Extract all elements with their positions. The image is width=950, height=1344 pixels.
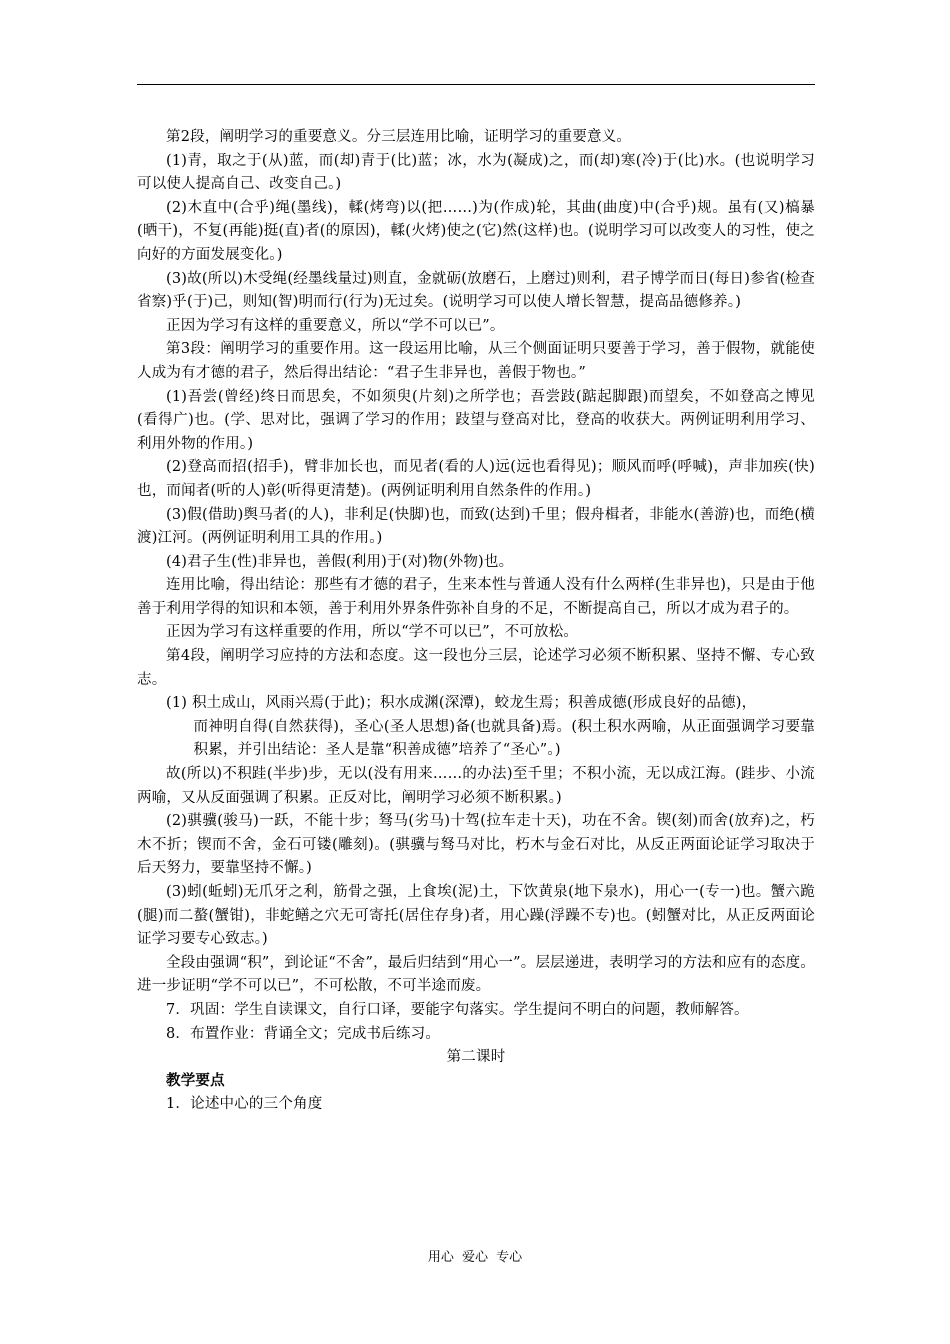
hanging-paragraph [137, 692, 815, 763]
document-body [137, 126, 815, 1117]
paragraph: (4)君子生(性)非异也，善假(利用)于(对)物(外物)也。 [166, 553, 514, 570]
paragraph: (3)假(借助)舆马者(的人)，非利足(快脚)也，而致(达到)千里；假舟楫者，非能水(善游)也，而绝(横渡)江河。(两例证明利用工具的作用。) [137, 506, 815, 547]
paragraph: 全段由强调“积”，到论证“不舍”，最后归结到“用心一”。层层递进，表明学习的方法和应有的态度。进一步证明“学不可以已”，不可松散，不可半途而废。 [137, 954, 815, 995]
paragraph: (2)登高而招(招手)，臂非加长也，而见者(看的人)远(远也看得见)；顺风而呼(呼喊)，声非加疾(快)也，而闻者(听的人)彰(听得更清楚)。(两例证明利用自然条件的作用。) [137, 459, 815, 499]
paragraph: (3)故(所以)木受绳(经墨线量过)则直，金就砺(放磨石，上磨过)则利，君子博学而日(每日)参省(检查省察)乎(于)己，则知(智)明而行(行为)无过矣。(说明学习可以使人增长智慧，提高品德修养。) [137, 270, 815, 311]
paragraph: (3)蚓(蚯蚓)无爪牙之利，筋骨之强，上食埃(泥)土，下饮黄泉(地下泉水)，用心一(专一)也。蟹六跪(腿)而二螯(蟹钳)，非蛇鳝之穴无可寄托(居住存身)者，用心躁(浮躁不专)也。(蚓蟹对比，从正反两面论证学习要专心致志。) [137, 884, 815, 948]
paragraph: 连用比喻，得出结论：那些有才德的君子，生来本性与普通人没有什么两样(生非异也)，只是由于他善于利用学得的知识和本领，善于利用外界条件弥补自身的不足，不断提高自己，所以才成为君子的。 [137, 577, 815, 617]
paragraph: (1)吾尝(曾经)终日而思矣，不如须臾(片刻)之所学也；吾尝跂(踮起脚跟)而望矣，不如登高之博见(看得广)也。(学、思对比，强调了学习的作用；跂望与登高对比，登高的收获大。两例证明利用学习、利用外物的作用。) [137, 388, 815, 452]
paragraph: 7．巩固：学生自读课文，自行口译，要能字句落实。学生提问不明白的问题，教师解答。 [166, 1001, 749, 1018]
paragraph: 正因为学习有这样重要的作用，所以“学不可以已”，不可放松。 [166, 624, 579, 641]
paragraph: 第2段，阐明学习的重要意义。分三层连用比喻，证明学习的重要意义。 [166, 129, 632, 145]
paragraph: (2)骐骥(骏马)一跃，不能十步；驽马(劣马)十驾(拉车走十天)，功在不舍。锲(刻)而舍(放弃)之，朽木不折；锲而不舍，金石可镂(雕刻)。(骐骥与驽马对比，朽木与金石对比，从反正两面论证学习取决于后天努力，要靠坚持不懈。) [137, 813, 815, 877]
paragraph: 第3段：阐明学习的重要作用。这一段运用比喻，从三个侧面证明只要善于学习，善于假物，就能使人成为有才德的君子，然后得出结论：“君子生非异也，善假于物也。” [137, 341, 815, 381]
bold-heading: 教学要点 [166, 1072, 225, 1089]
paragraph: 正因为学习有这样的重要意义，所以“学不可以已”。 [166, 317, 505, 334]
header-rule [137, 84, 815, 85]
paragraph: 故(所以)不积跬(半步)步，无以(没有用来……的办法)至千里；不积小流，无以成江海。(跬步、小流两喻，又从反面强调了积累。正反对比，阐明学习必须不断积累。) [137, 766, 815, 806]
section-title: 第二课时 [446, 1049, 506, 1066]
hanging-lead: (1) 积土成山，风雨兴焉(于此)；积水成渊(深潭)，蛟龙生焉；积善成德(形成良好的品德)， [166, 695, 757, 712]
page-footer: 用心 爱心 专心 [427, 1250, 523, 1265]
paragraph: 8．布置作业：背诵全文；完成书后练习。 [166, 1025, 441, 1042]
hanging-body: 而神明自得(自然获得)，圣心(圣人思想)备(也就具备)焉。(积土积水两喻，从正面强调学习要靠积累，并引出结论：圣人是靠“积善成德”培养了“圣心”。) [193, 718, 815, 759]
paragraph: 第4段，阐明学习应持的方法和态度。这一段也分三层，论述学习必须不断积累、坚持不懈、专心致志。 [137, 648, 815, 688]
list-item: 1．论述中心的三个角度 [166, 1096, 323, 1113]
paragraph: (2)木直中(合乎)绳(墨线)，輮(烤弯)以(把……)为(作成)轮，其曲(曲度)中(合乎)规。虽有(又)槁暴(晒干)，不复(再能)挺(直)者(的原因)，輮(火烤)使之(它)然(这样)也。(说明学习可以改变人的习性，使之向好的方面发展变化。) [137, 199, 815, 263]
paragraph: (1)青，取之于(从)蓝，而(却)青于(比)蓝；冰，水为(凝成)之，而(却)寒(冷)于(比)水。(也说明学习可以使人提高自己、改变自己。) [137, 152, 815, 193]
